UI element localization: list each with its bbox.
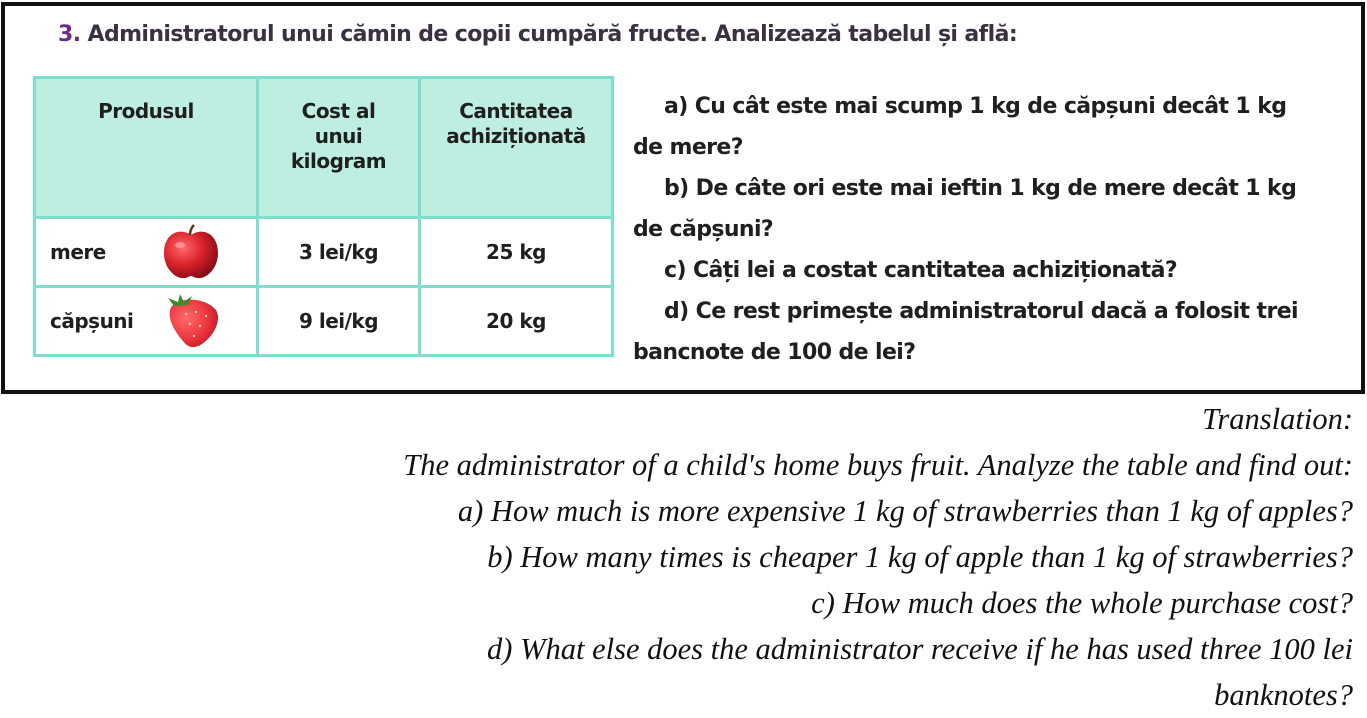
translation-heading: Translation: (1202, 402, 1353, 436)
table-row (35, 287, 613, 356)
question-text: Câți lei a costat cantitatea achiziționată? (692, 258, 1177, 283)
translation-item: b) How many times is cheaper 1 kg of apple than 1 kg of strawberries? (487, 540, 1353, 574)
apple-icon (160, 223, 222, 281)
question-text: De câte ori este mai ieftin 1 kg de mere decât 1 kg (695, 176, 1297, 201)
translation-item: a) How much is more expensive 1 kg of strawberries than 1 kg of apples? (457, 494, 1353, 528)
question-label: a) (664, 94, 688, 119)
questions (633, 86, 1353, 373)
translation-block (403, 396, 1353, 718)
question-b (633, 168, 1353, 209)
exercise-title-text: Administratorul unui cămin de copii cumpără fructe. Analizează tabelul și află: (87, 22, 1018, 47)
table-row (35, 218, 613, 287)
question-label: d) (664, 299, 689, 324)
header-quantity-line-1: Cantitatea (459, 99, 573, 123)
product-cell (35, 287, 258, 356)
product-name: căpșuni (50, 309, 134, 333)
question-c (633, 250, 1353, 291)
product-cell (35, 218, 258, 287)
quantity-cell: 25 kg (420, 218, 613, 287)
exercise-box (1, 2, 1365, 394)
question-label: b) (664, 176, 689, 201)
exercise-number: 3. (58, 22, 81, 47)
header-cost-line-3: kilogram (290, 149, 387, 174)
header-cost-line-1: Cost al (301, 99, 376, 123)
translation-intro: The administrator of a child's home buys fruit. Analyze the table and find out: (403, 448, 1353, 482)
question-d (633, 291, 1353, 332)
header-product-line: Produsul (98, 99, 194, 123)
question-label: c) (664, 258, 686, 283)
question-a-continued: de mere? (633, 135, 743, 160)
question-b-continued: de căpșuni? (633, 217, 774, 242)
strawberry-icon (164, 292, 226, 350)
product-name: mere (50, 240, 106, 264)
translation-item: d) What else does the administrator receive if he has used three 100 lei (487, 632, 1353, 666)
cost-cell: 3 lei/kg (258, 218, 420, 287)
translation-item-tail: banknotes? (1214, 678, 1353, 712)
fruit-table (33, 76, 614, 357)
quantity-cell: 20 kg (420, 287, 613, 356)
header-product (35, 78, 258, 218)
header-cost (258, 78, 420, 218)
table-header-row (35, 78, 613, 218)
cost-cell: 9 lei/kg (258, 287, 420, 356)
question-d-continued: bancnote de 100 de lei? (633, 340, 916, 365)
question-text: Cu cât este mai scump 1 kg de căpșuni decât 1 kg (694, 94, 1287, 119)
exercise-title (58, 22, 1017, 47)
question-a (633, 86, 1353, 127)
question-text: Ce rest primește administratorul dacă a folosit trei (695, 299, 1298, 324)
header-quantity-line-2: achiziționată (446, 124, 586, 149)
header-quantity (420, 78, 613, 218)
translation-item: c) How much does the whole purchase cost? (811, 586, 1353, 620)
header-cost-line-2: unui (314, 124, 363, 149)
